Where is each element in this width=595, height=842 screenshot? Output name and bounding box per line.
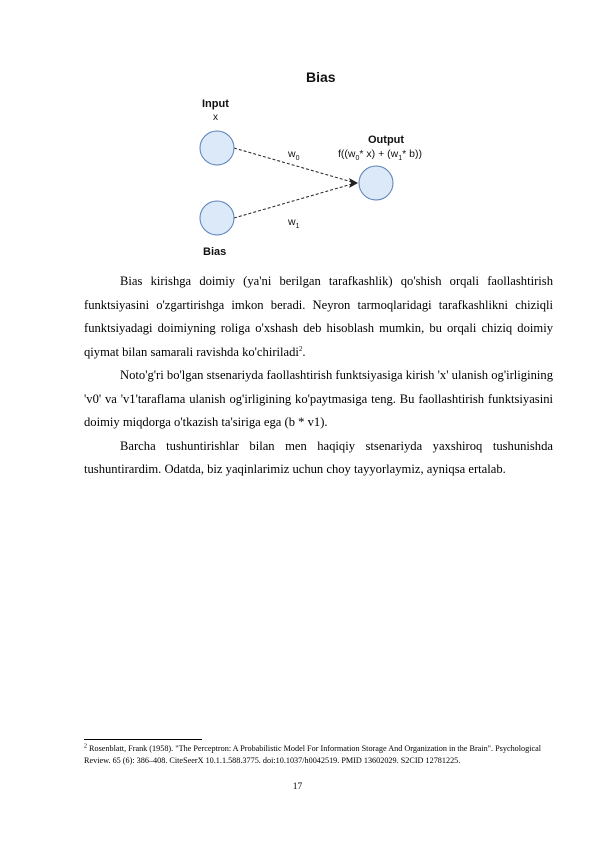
weight-sub: 1	[295, 223, 300, 231]
bias-diagram	[190, 66, 450, 262]
footnote-marker: 2	[84, 743, 87, 750]
function-part: * b))	[402, 148, 422, 160]
paragraph-text: Bias kirishga doimiy (ya'ni berilgan tarafkashlik) qo'shish orqali faollashtirish funktsiyasini o'zgartirishga imkon beradi. Neyron tarmoqlaridagi tarafkashlikni chiziqli funktsiyadagi doimiyning roliga o'xshash deb hisoblash mumkin, bu orqali chiziq doimiy qiymat bilan samarali ravishda ko'chiriladi	[84, 274, 553, 359]
weight-letter: w	[288, 216, 296, 228]
function-part: f((w	[338, 148, 356, 160]
bias-node	[200, 201, 234, 235]
weight-sub: 0	[295, 155, 300, 163]
output-function	[338, 148, 422, 162]
arrow-head-icon	[349, 178, 358, 188]
paragraph: Noto'g'ri bo'lgan stsenariyda faollashtirish funktsiyasiga kirish 'x' ulanish og'irligining 'v0' va 'v1'taraflama ulanish og'irligining ko'paytmasiga teng. Bu faollashtirish funktsiyasini doimiy miqdorga o'tkazish ta'siriga ega (b * v1).	[84, 368, 553, 429]
footnote	[84, 743, 554, 766]
paragraph: Barcha tushuntirishlar bilan men haqiqiy stsenariyda yaxshiroq tushunishda tushuntirardim. Odatda, biz yaqinlarimiz uchun choy tayyorlaymiz, ayniqsa ertalab.	[84, 438, 553, 476]
footnote-reference: 2	[298, 344, 303, 353]
weight-letter: w	[288, 148, 296, 160]
bias-label: Bias	[203, 246, 227, 258]
output-node	[359, 166, 393, 200]
paragraph-text-end: .	[302, 344, 306, 359]
x-label: x	[213, 112, 218, 123]
w0-label	[288, 148, 300, 162]
footnote-divider	[84, 739, 202, 740]
paragraph	[84, 270, 553, 364]
footnote-text: Rosenblatt, Frank (1958). "The Perceptron: A Probabilistic Model For Information Storage And Organization in the Brain". Psychological Review. 65 (6): 386–408. CiteSeerX 10.1.1.588.3775. doi:10.1037/h0042519. PMID 13602029. S2CID 12781225.	[84, 744, 542, 765]
body-text	[84, 270, 553, 482]
input-node	[200, 131, 234, 165]
input-label: Input	[202, 98, 229, 110]
w1-label	[288, 216, 300, 230]
w1-connection	[234, 184, 352, 218]
function-part: * x) + (w	[359, 148, 399, 160]
diagram-graphics	[190, 66, 450, 262]
function-sub: 1	[398, 155, 403, 163]
output-label: Output	[368, 134, 405, 146]
function-sub: 0	[355, 155, 360, 163]
diagram-title: Bias	[306, 69, 336, 85]
page-number: 17	[292, 782, 303, 792]
